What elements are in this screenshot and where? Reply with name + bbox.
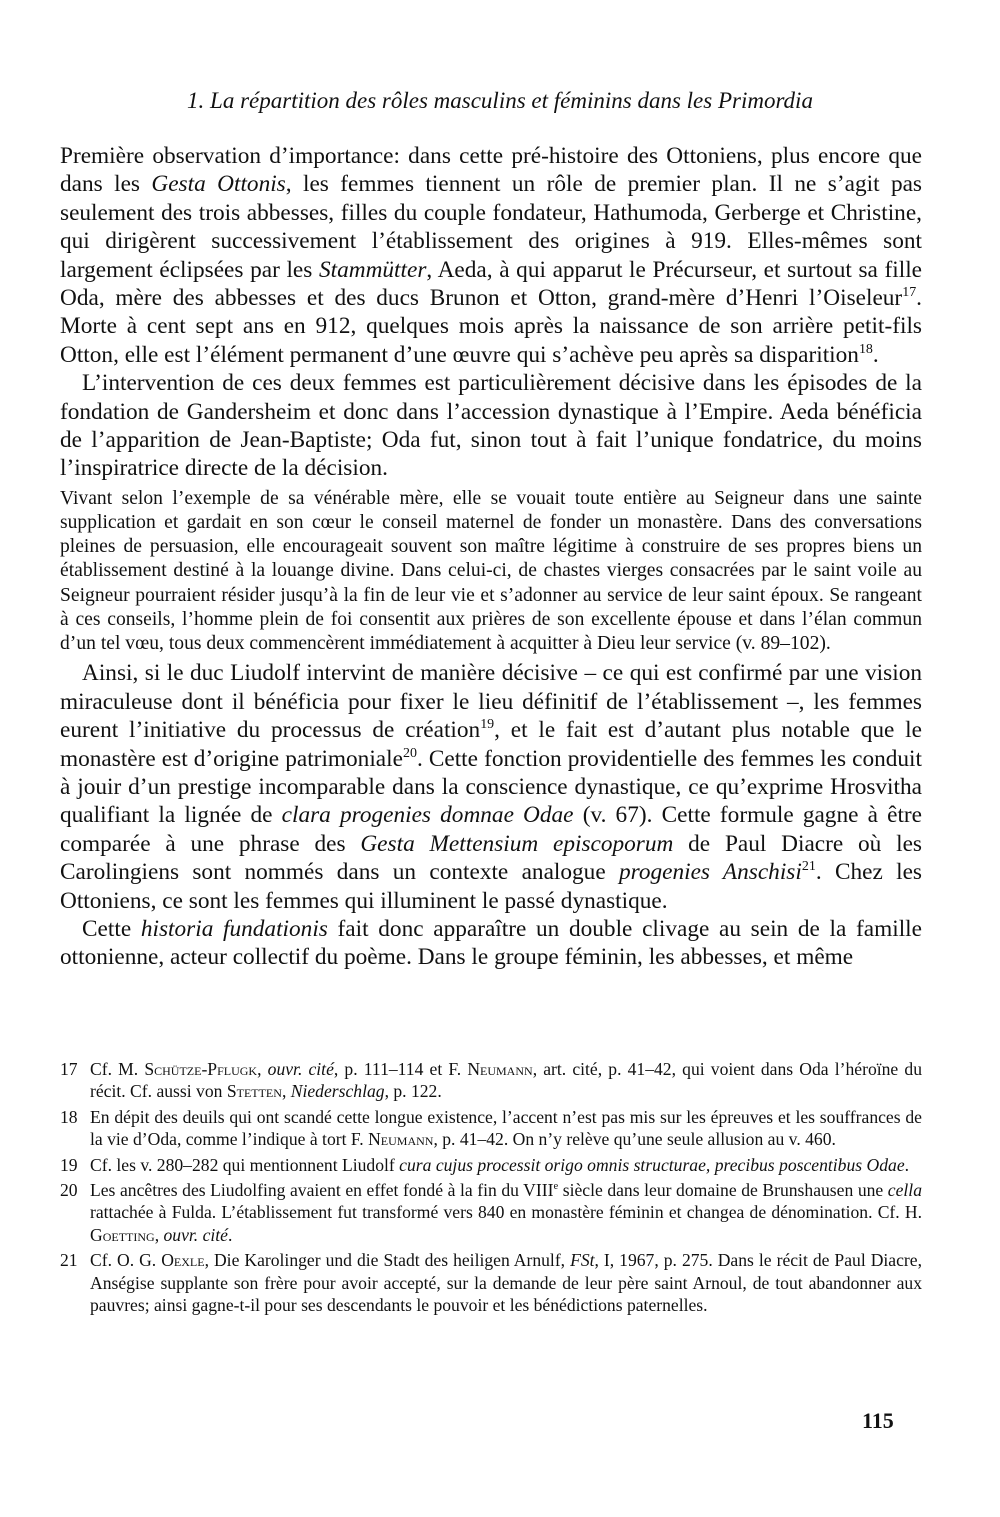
italic-quote: clara progenies domnae Odae bbox=[281, 802, 574, 829]
italic-term: Stammütter bbox=[318, 256, 427, 283]
footnote-number: 20 bbox=[60, 1180, 78, 1201]
paragraph-4 bbox=[60, 915, 922, 972]
footnote-ref-21[interactable]: 21 bbox=[801, 859, 816, 875]
text-run: Cf. O. G. bbox=[90, 1250, 162, 1271]
section-heading: 1. La répartition des rôles masculins et féminins dans les Primordia bbox=[187, 88, 813, 113]
text-run: siècle dans leur domaine de Brunshausen une bbox=[558, 1180, 888, 1201]
paragraph-3 bbox=[60, 659, 922, 915]
footnote-ref-18[interactable]: 18 bbox=[858, 342, 873, 358]
text-run: , et le fait est d’autant plus notable que le monastère est d’origine patrimoniale bbox=[60, 717, 922, 772]
page-number: 115 bbox=[862, 1408, 894, 1433]
text-run: En dépit des deuils qui ont scandé cette longue existence, l’accent n’est pas mis sur les épreuves et les souffrances de la vie d’Oda, comme l’indique à tort F. bbox=[90, 1106, 922, 1150]
footnote-18 bbox=[60, 1106, 922, 1151]
italic-text: Niederschlag bbox=[290, 1081, 385, 1102]
footnote-17 bbox=[60, 1058, 922, 1103]
author-name: Neumann bbox=[368, 1129, 434, 1150]
footnote-20 bbox=[60, 1179, 922, 1246]
text-run: , Aeda, à qui apparut le Précurseur, et surtout sa fille Oda, mère des abbesses et des ducs Brunon et Otton, grand-mère d’Henri l’Oiseleur bbox=[60, 256, 923, 312]
italic-title: Gesta Ottonis bbox=[151, 171, 286, 198]
text-run: , bbox=[257, 1059, 268, 1079]
author-name: Schütze-Pflugk bbox=[144, 1059, 258, 1079]
italic-text: ouvr. cité bbox=[163, 1224, 228, 1245]
text-run: , p. 122. bbox=[384, 1081, 442, 1102]
text-run: Première observation d’importance: dans cette pré-histoire des Ottoniens, plus encore que dans les bbox=[60, 143, 922, 198]
text-run: Cf. les v. 280–282 qui mentionnent Liudolf bbox=[90, 1154, 400, 1175]
footnote-21 bbox=[60, 1249, 922, 1316]
footnote-number: 19 bbox=[60, 1154, 78, 1175]
text-run: , bbox=[281, 1081, 291, 1102]
paragraph-1 bbox=[60, 142, 922, 369]
author-name: Goetting bbox=[90, 1224, 155, 1245]
text-run: Ainsi, si le duc Liudolf intervint de manière décisive – ce qui est confirmé par une vision miraculeuse dont il bénéficia pour fixer le lieu définitif de l’établissement –, les femmes eurent l’initiative du processus de création bbox=[60, 660, 922, 744]
text-run: , art. cité, p. 41–42, qui voient dans Oda l’héroïne du récit. Cf. aussi von bbox=[90, 1059, 922, 1102]
text-run: , I, 1967, p. 275. Dans le récit de Paul Diacre, Anségise supplante son frère pour avoir accepté, sur la demande de leur père saint Arnoul, de tout abandonner aux pauvres; ainsi gagne-t-il pour ses descendants le pouvoir et les bénédictions paternelles. bbox=[90, 1250, 922, 1316]
text-run: de Paul Diacre où les Carolingiens sont nommés dans un contexte analogue bbox=[60, 830, 923, 886]
body-text bbox=[60, 142, 922, 972]
text-run: . bbox=[904, 1154, 910, 1175]
footnote-number: 17 bbox=[60, 1059, 78, 1079]
italic-text: cella bbox=[887, 1180, 922, 1201]
text-run: , bbox=[154, 1224, 164, 1245]
italic-quote: progenies Anschisi bbox=[618, 859, 802, 886]
text-run: Cf. M. bbox=[90, 1059, 145, 1079]
author-name: Oexle bbox=[161, 1250, 205, 1271]
footnote-number: 21 bbox=[60, 1250, 78, 1271]
paragraph-2: L’intervention de ces deux femmes est particulièrement décisive dans les épisodes de la fondation de Gandersheim et donc dans l’accession dynastique à l’Empire. Aeda bénéficia de l’apparition de Jean-Baptiste; Oda fut, sinon tout à fait l’unique fondatrice, du moins l’inspiratrice directe de la décision. bbox=[60, 370, 922, 482]
text-run: . Morte à cent sept ans en 912, quelques mois après la naissance de son arrière petit-fils Otton, elle est l’élément permanent d’une œuvre qui s’achève peu après sa disparition bbox=[60, 285, 922, 368]
text-run: Les ancêtres des Liudolfing avaient en effet fondé à la fin du VIII bbox=[90, 1180, 554, 1201]
text-run: , Die Karolinger und die Stadt des heiligen Arnulf, bbox=[204, 1250, 571, 1271]
text-run: . Chez les Ottoniens, ce sont les femmes qui illuminent le passé dynastique. bbox=[60, 859, 922, 914]
italic-text: FSt bbox=[570, 1250, 595, 1271]
footnotes bbox=[60, 1058, 922, 1319]
italic-text: cura cujus processit origo omnis structurae, precibus poscentibus Odae bbox=[399, 1154, 905, 1175]
text-run: , p. 111–114 et F. bbox=[333, 1059, 468, 1079]
text-run: (v. 67). Cette formule gagne à être comparée à une phrase des bbox=[60, 802, 923, 857]
footnote-ref-20[interactable]: 20 bbox=[402, 745, 417, 761]
text-run: . bbox=[872, 341, 879, 368]
footnote-number: 18 bbox=[60, 1106, 78, 1127]
text-run: fait donc apparaître un double clivage au sein de la famille ottonienne, acteur collectif du poème. Dans le groupe féminin, les abbesses, et même bbox=[60, 915, 922, 971]
text-run: . Cette fonction providentielle des femmes les conduit à jouir d’un prestige incomparable dans la conscience dynastique, ce qu’exprime Hrosvitha qualifiant la lignée de bbox=[60, 745, 923, 829]
italic-term: historia fundationis bbox=[140, 915, 328, 942]
italic-text: ouvr. cité bbox=[267, 1059, 334, 1079]
footnote-19 bbox=[60, 1154, 922, 1176]
italic-title: Gesta Mettensium episcoporum bbox=[360, 830, 674, 857]
footnote-ref-19[interactable]: 19 bbox=[480, 717, 495, 733]
author-name: Stetten bbox=[226, 1081, 282, 1102]
superscript: e bbox=[553, 1181, 559, 1193]
footnote-ref-17[interactable]: 17 bbox=[902, 285, 917, 301]
text-run: rattachée à Fulda. L’établissement fut transformé vers 840 en monastère féminin et changea de dénomination. Cf. H. bbox=[90, 1202, 922, 1223]
author-name: Neumann bbox=[467, 1059, 533, 1079]
text-run: , les femmes tiennent un rôle de premier plan. Il ne s’agit pas seulement des trois abbesses, filles du couple fondateur, Hathumoda, Gerberge et Christine, qui dirigèrent successivement l’établissement des origines à 919. Elles-mêmes sont largement éclipsées par les bbox=[60, 171, 922, 283]
text-run: Cette bbox=[82, 915, 141, 942]
block-quote: Vivant selon l’exemple de sa vénérable mère, elle se vouait toute entière au Seigneur dans une sainte supplication et gardait en son cœur le conseil maternel de fonder un monastère. Dans des conversations pleines de persuasion, elle encourageait souvent son maître légitime à construire de ses propres biens un établissement destiné à la louange divine. Dans celui-ci, de chastes vierges consacrées par le saint voile au Seigneur pourraient résider jusqu’à la fin de leur vie et s’adonner au service de leur saint époux. Se rangeant à ces conseils, l’homme plein de foi consentit aux prières de son excellente épouse et dans l’élan commun d’un tel vœu, tous deux commencèrent immédiatement à acquitter à Dieu leur service (v. 89–102). bbox=[60, 487, 922, 655]
text-run: , p. 41–42. On n’y relève qu’une seule allusion au v. 460. bbox=[433, 1129, 836, 1150]
text-run: . bbox=[228, 1224, 233, 1245]
